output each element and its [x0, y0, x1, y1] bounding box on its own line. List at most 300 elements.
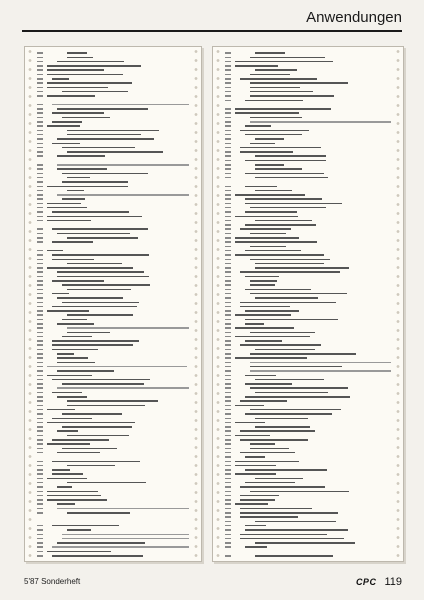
line-number-mark: [37, 332, 43, 334]
code-text-mark: [67, 151, 163, 153]
line-number-mark: [37, 194, 43, 196]
line-number-mark: [225, 336, 231, 338]
listing-lines: [225, 51, 393, 557]
code-text-mark: [52, 259, 94, 261]
code-text-mark: [52, 392, 82, 394]
code-text-mark: [57, 503, 75, 505]
line-number-mark: [225, 95, 231, 97]
line-number-mark: [225, 353, 231, 355]
code-text-mark: [235, 435, 270, 437]
code-text-mark: [245, 413, 332, 415]
line-number-mark: [225, 366, 231, 368]
code-text-mark: [57, 508, 189, 510]
code-text-mark: [245, 546, 267, 548]
code-text-mark: [67, 52, 87, 54]
line-number-mark: [225, 323, 231, 325]
code-text-mark: [240, 430, 315, 432]
code-text-mark: [235, 108, 331, 110]
code-text-mark: [52, 340, 139, 342]
code-text-mark: [255, 69, 297, 71]
line-number-mark: [37, 362, 43, 364]
code-text-mark: [67, 465, 115, 467]
line-number-mark: [37, 336, 43, 338]
code-text-mark: [62, 319, 87, 321]
line-number-mark: [37, 448, 43, 450]
line-number-mark: [37, 155, 43, 157]
code-text-mark: [52, 461, 140, 463]
line-number-mark: [225, 198, 231, 200]
line-number-mark: [37, 284, 43, 286]
code-text-mark: [52, 104, 189, 106]
code-text-mark: [240, 271, 340, 273]
code-text-mark: [62, 117, 110, 119]
line-number-mark: [37, 396, 43, 398]
code-text-mark: [245, 289, 311, 291]
code-text-mark: [47, 375, 92, 377]
page-section-title: Anwendungen: [306, 9, 402, 26]
line-number-mark: [37, 95, 43, 97]
line-number-mark: [37, 302, 43, 304]
code-text-mark: [47, 499, 107, 501]
code-text-mark: [57, 542, 145, 544]
line-number-mark: [37, 546, 43, 548]
code-text-mark: [250, 121, 391, 123]
line-number-mark: [225, 508, 231, 510]
line-number-mark: [225, 271, 231, 273]
code-text-mark: [62, 147, 135, 149]
line-number-mark: [37, 478, 43, 480]
code-text-mark: [67, 327, 189, 329]
code-text-mark: [240, 452, 295, 454]
code-text-mark: [47, 491, 98, 493]
code-text-mark: [52, 254, 149, 256]
code-text-mark: [47, 186, 128, 188]
line-number-mark: [37, 177, 43, 179]
line-number-mark: [225, 379, 231, 381]
line-number-mark: [225, 327, 231, 329]
page-number: 119: [384, 576, 402, 588]
code-text-mark: [57, 387, 189, 389]
code-text-mark: [245, 319, 338, 321]
line-number-mark: [37, 534, 43, 536]
code-text-mark: [47, 250, 63, 252]
line-number-mark: [225, 228, 231, 230]
line-number-mark: [37, 435, 43, 437]
line-number-mark: [225, 52, 231, 54]
code-text-mark: [255, 138, 284, 140]
line-number-mark: [225, 538, 231, 540]
code-text-mark: [62, 448, 117, 450]
line-number-mark: [37, 495, 43, 497]
code-text-mark: [250, 332, 315, 334]
listing-line: [225, 554, 393, 558]
line-number-mark: [225, 147, 231, 149]
line-number-mark: [225, 203, 231, 205]
line-number-mark: [37, 465, 43, 467]
line-number-mark: [37, 203, 43, 205]
code-text-mark: [250, 443, 275, 445]
line-number-mark: [225, 267, 231, 269]
code-text-mark: [62, 302, 139, 304]
code-text-mark: [67, 130, 159, 132]
code-text-mark: [67, 400, 158, 402]
line-number-mark: [225, 534, 231, 536]
line-number-mark: [225, 241, 231, 243]
line-number-mark: [37, 525, 43, 527]
line-number-mark: [37, 211, 43, 213]
code-text-mark: [250, 362, 391, 364]
line-number-mark: [225, 383, 231, 385]
code-text-mark: [57, 396, 87, 398]
code-text-mark: [250, 293, 347, 295]
line-number-mark: [225, 418, 231, 420]
code-text-mark: [67, 57, 93, 59]
code-text-mark: [47, 216, 142, 218]
line-number-mark: [37, 108, 43, 110]
code-text-mark: [245, 203, 342, 205]
code-text-mark: [57, 155, 105, 157]
line-number-mark: [225, 486, 231, 488]
line-number-mark: [37, 529, 43, 531]
perforation-right: [395, 47, 401, 561]
code-text-mark: [250, 82, 348, 84]
code-text-mark: [67, 263, 122, 265]
code-text-mark: [250, 387, 348, 389]
code-text-mark: [240, 147, 321, 149]
line-number-mark: [37, 104, 43, 106]
line-number-mark: [37, 259, 43, 261]
code-text-mark: [47, 422, 135, 424]
line-number-mark: [225, 276, 231, 278]
line-number-mark: [225, 516, 231, 518]
code-text-mark: [47, 87, 108, 89]
code-text-mark: [47, 125, 80, 127]
line-number-mark: [225, 491, 231, 493]
line-number-mark: [225, 173, 231, 175]
line-number-mark: [37, 164, 43, 166]
line-number-mark: [225, 280, 231, 282]
line-number-mark: [225, 512, 231, 514]
code-text-mark: [240, 534, 327, 536]
code-text-mark: [62, 383, 144, 385]
line-number-mark: [225, 112, 231, 114]
code-text-mark: [67, 134, 141, 136]
code-text-mark: [240, 495, 279, 497]
line-number-mark: [37, 280, 43, 282]
code-text-mark: [245, 134, 302, 136]
page-footer: [356, 576, 402, 588]
line-number-mark: [37, 542, 43, 544]
line-number-mark: [37, 168, 43, 170]
code-text-mark: [255, 297, 318, 299]
line-number-mark: [225, 134, 231, 136]
line-number-mark: [225, 216, 231, 218]
code-text-mark: [47, 95, 95, 97]
code-text-mark: [52, 473, 83, 475]
line-number-mark: [37, 370, 43, 372]
code-text-mark: [255, 52, 285, 54]
code-text-mark: [255, 555, 333, 557]
line-number-mark: [225, 100, 231, 102]
code-text-mark: [250, 91, 313, 93]
code-text-mark: [52, 525, 119, 527]
line-number-mark: [225, 74, 231, 76]
code-text-mark: [52, 143, 80, 145]
code-text-mark: [245, 198, 322, 200]
code-text-mark: [52, 241, 93, 243]
code-text-mark: [245, 224, 316, 226]
line-number-mark: [37, 314, 43, 316]
code-text-mark: [255, 542, 355, 544]
line-number-mark: [37, 461, 43, 463]
code-listing-left: [24, 46, 202, 562]
line-number-mark: [225, 465, 231, 467]
code-text-mark: [240, 538, 344, 540]
perforation-left: [215, 47, 221, 561]
line-number-mark: [37, 130, 43, 132]
code-text-mark: [245, 160, 326, 162]
line-number-mark: [37, 383, 43, 385]
perforation-left: [27, 47, 33, 561]
code-text-mark: [255, 426, 310, 428]
line-number-mark: [225, 190, 231, 192]
line-number-mark: [225, 314, 231, 316]
line-number-mark: [37, 82, 43, 84]
line-number-mark: [225, 289, 231, 291]
code-text-mark: [255, 155, 326, 157]
line-number-mark: [37, 190, 43, 192]
line-number-mark: [225, 387, 231, 389]
line-number-mark: [225, 413, 231, 415]
code-text-mark: [240, 439, 308, 441]
code-text-mark: [255, 392, 328, 394]
code-text-mark: [240, 130, 309, 132]
line-number-mark: [225, 443, 231, 445]
code-text-mark: [57, 486, 72, 488]
line-number-mark: [37, 491, 43, 493]
line-number-mark: [37, 125, 43, 127]
line-number-mark: [37, 297, 43, 299]
line-number-mark: [37, 422, 43, 424]
code-text-mark: [240, 508, 312, 510]
code-text-mark: [250, 74, 290, 76]
line-number-mark: [37, 207, 43, 209]
code-text-mark: [235, 465, 276, 467]
line-number-mark: [225, 220, 231, 222]
code-text-mark: [235, 241, 317, 243]
code-text-mark: [235, 194, 305, 196]
line-number-mark: [37, 173, 43, 175]
line-number-mark: [225, 405, 231, 407]
code-text-mark: [255, 379, 324, 381]
code-text-mark: [62, 426, 132, 428]
code-text-mark: [57, 362, 95, 364]
magazine-logo: CPC: [355, 577, 377, 587]
code-text-mark: [255, 168, 302, 170]
line-number-mark: [225, 91, 231, 93]
code-text-mark: [57, 168, 107, 170]
line-number-mark: [37, 250, 43, 252]
code-text-mark: [47, 366, 187, 368]
code-text-mark: [67, 289, 131, 291]
line-number-mark: [225, 529, 231, 531]
line-number-mark: [37, 216, 43, 218]
line-number-mark: [37, 349, 43, 351]
code-text-mark: [235, 357, 307, 359]
code-text-mark: [250, 246, 286, 248]
line-number-mark: [225, 473, 231, 475]
line-number-mark: [37, 306, 43, 308]
line-number-mark: [37, 293, 43, 295]
code-text-mark: [250, 143, 275, 145]
code-text-mark: [52, 306, 137, 308]
code-text-mark: [67, 529, 91, 531]
line-number-mark: [37, 237, 43, 239]
code-text-mark: [235, 314, 291, 316]
line-number-mark: [225, 495, 231, 497]
line-number-mark: [37, 186, 43, 188]
code-text-mark: [57, 357, 88, 359]
line-number-mark: [225, 246, 231, 248]
line-number-mark: [225, 370, 231, 372]
line-number-mark: [225, 69, 231, 71]
code-text-mark: [235, 65, 278, 67]
line-number-mark: [225, 263, 231, 265]
line-number-mark: [37, 400, 43, 402]
code-text-mark: [57, 297, 123, 299]
line-number-mark: [225, 121, 231, 123]
line-number-mark: [37, 327, 43, 329]
code-text-mark: [235, 112, 299, 114]
line-number-mark: [37, 263, 43, 265]
line-number-mark: [225, 426, 231, 428]
line-number-mark: [225, 362, 231, 364]
line-number-mark: [225, 207, 231, 209]
line-number-mark: [37, 486, 43, 488]
code-text-mark: [235, 254, 324, 256]
code-text-mark: [235, 422, 265, 424]
code-text-mark: [57, 430, 78, 432]
line-number-mark: [225, 542, 231, 544]
code-text-mark: [62, 181, 128, 183]
code-text-mark: [245, 525, 266, 527]
line-number-mark: [225, 224, 231, 226]
line-number-mark: [37, 74, 43, 76]
code-text-mark: [250, 366, 342, 368]
code-text-mark: [245, 482, 295, 484]
code-text-mark: [52, 344, 133, 346]
code-text-mark: [235, 216, 298, 218]
line-number-mark: [225, 375, 231, 377]
code-text-mark: [235, 461, 299, 463]
code-text-mark: [52, 469, 70, 471]
line-number-mark: [37, 241, 43, 243]
line-number-mark: [225, 448, 231, 450]
code-text-mark: [245, 186, 277, 188]
code-text-mark: [240, 306, 290, 308]
line-number-mark: [37, 508, 43, 510]
code-text-mark: [245, 211, 297, 213]
code-text-mark: [240, 516, 298, 518]
line-number-mark: [37, 418, 43, 420]
line-number-mark: [225, 409, 231, 411]
line-number-mark: [37, 538, 43, 540]
issue-label: 5'87 Sonderheft: [24, 577, 81, 586]
line-number-mark: [37, 323, 43, 325]
line-number-mark: [37, 276, 43, 278]
line-number-mark: [225, 499, 231, 501]
line-number-mark: [225, 297, 231, 299]
line-number-mark: [37, 392, 43, 394]
line-number-mark: [225, 82, 231, 84]
line-number-mark: [225, 237, 231, 239]
line-number-mark: [225, 117, 231, 119]
code-text-mark: [47, 267, 133, 269]
line-number-mark: [225, 155, 231, 157]
line-number-mark: [37, 151, 43, 153]
code-text-mark: [245, 456, 265, 458]
line-number-mark: [37, 551, 43, 553]
line-number-mark: [225, 349, 231, 351]
line-number-mark: [37, 289, 43, 291]
line-number-mark: [225, 521, 231, 523]
line-number-mark: [37, 366, 43, 368]
line-number-mark: [37, 452, 43, 454]
line-number-mark: [225, 61, 231, 63]
line-number-mark: [225, 400, 231, 402]
line-number-mark: [225, 344, 231, 346]
line-number-mark: [37, 65, 43, 67]
code-text-mark: [52, 546, 189, 548]
code-text-mark: [235, 336, 310, 338]
line-number-mark: [225, 78, 231, 80]
code-text-mark: [255, 263, 324, 265]
line-number-mark: [37, 233, 43, 235]
code-text-mark: [240, 228, 291, 230]
code-text-mark: [47, 409, 75, 411]
line-number-mark: [225, 233, 231, 235]
code-text-mark: [52, 112, 104, 114]
line-number-mark: [37, 473, 43, 475]
code-text-mark: [235, 61, 333, 63]
code-text-mark: [245, 396, 350, 398]
line-number-mark: [225, 430, 231, 432]
code-text-mark: [245, 276, 279, 278]
code-text-mark: [240, 78, 317, 80]
code-text-mark: [67, 482, 146, 484]
code-text-mark: [245, 375, 276, 377]
line-number-mark: [225, 439, 231, 441]
line-number-mark: [37, 87, 43, 89]
line-number-mark: [225, 482, 231, 484]
line-number-mark: [225, 177, 231, 179]
code-text-mark: [47, 74, 123, 76]
line-number-mark: [37, 267, 43, 269]
line-number-mark: [225, 340, 231, 342]
code-text-mark: [235, 405, 264, 407]
code-text-mark: [255, 190, 292, 192]
code-text-mark: [47, 82, 132, 84]
code-text-mark: [250, 207, 326, 209]
code-text-mark: [47, 203, 81, 205]
code-text-mark: [62, 284, 150, 286]
code-text-mark: [235, 473, 276, 475]
code-text-mark: [240, 512, 338, 514]
code-text-mark: [250, 57, 325, 59]
code-text-mark: [57, 276, 149, 278]
code-text-mark: [250, 95, 334, 97]
code-text-mark: [240, 344, 321, 346]
